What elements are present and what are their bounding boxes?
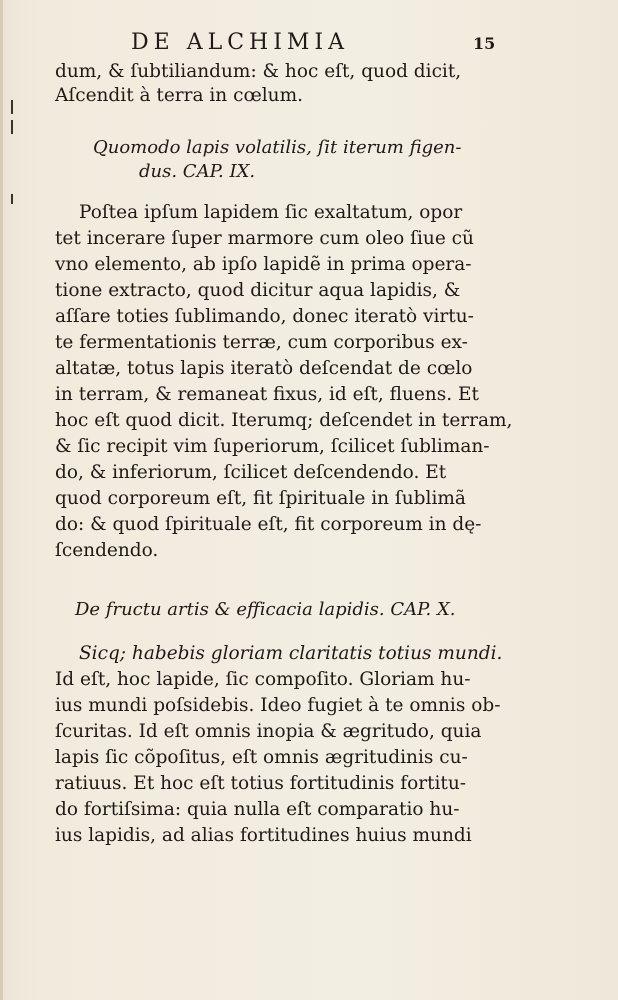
- text-line: aſſare toties ſublimando, donec iteratò virtu-: [55, 306, 474, 327]
- text-line: in terram, & remaneat fixus, id eſt, fluens. Et: [55, 384, 479, 405]
- text-line: ſcuritas. Id eſt omnis inopia & ægritudo, quia: [55, 721, 482, 742]
- text-line: ſcendendo.: [55, 540, 159, 561]
- chapter-9-heading: [93, 136, 473, 184]
- text-line: do fortiſsima: quia nulla eſt comparatio hu-: [55, 799, 460, 820]
- text-line: lapis ſic cõpoſitus, eſt omnis ægritudinis cu-: [55, 747, 468, 768]
- text-line: do: & quod ſpirituale eſt, fit corporeum in dę-: [55, 514, 482, 535]
- text-line: ius lapidis, ad alias fortitudines huius mundi: [55, 825, 472, 846]
- text-line: Sicq; habebis gloriam claritatis totius mundi.: [79, 643, 503, 664]
- text-line: tet incerare ſuper marmore cum oleo ſiue cũ: [55, 228, 474, 249]
- heading-line: Quomodo lapis volatilis, ſit iterum figen-: [93, 137, 462, 158]
- text-line: ius mundi poſsidebis. Ideo fugiet à te omnis ob-: [55, 695, 501, 716]
- margin-mark: [11, 120, 13, 134]
- running-head: DE ALCHIMIA: [131, 30, 350, 55]
- text-line: quod corporeum eſt, fit ſpirituale in ſublimã: [55, 488, 466, 509]
- margin-marks: [11, 100, 17, 220]
- margin-mark: [11, 194, 13, 204]
- text-line: te fermentationis terræ, cum corporibus ex-: [55, 332, 468, 353]
- text-line: Aſcendit à terra in cœlum.: [55, 85, 304, 106]
- chapter-9-text: [55, 200, 513, 564]
- chapter-10-text: [55, 641, 503, 849]
- text-line: Id eſt, hoc lapide, ſic compoſito. Gloriam hu-: [55, 669, 471, 690]
- heading-line: dus. CAP. IX.: [139, 161, 256, 182]
- intro-paragraph: [55, 60, 491, 108]
- text-line: tione extracto, quod dicitur aqua lapidis, &: [55, 280, 461, 301]
- chapter-10-heading: De fructu artis & efficacia lapidis. CAP. X.: [75, 599, 456, 620]
- text-line: hoc eſt quod dicit. Iterumq; deſcendet in terram,: [55, 410, 513, 431]
- text-line: ratiuus. Et hoc eſt totius fortitudinis fortitu-: [55, 773, 467, 794]
- text-line: Poſtea ipſum lapidem ſic exaltatum, opor: [79, 202, 463, 223]
- page-number: 15: [473, 34, 496, 53]
- text-line: & ſic recipit vim ſuperiorum, ſcilicet ſubliman-: [55, 436, 490, 457]
- text-line: dum, & ſubtiliandum: & hoc eſt, quod dicit,: [55, 61, 462, 82]
- margin-mark: [11, 100, 13, 114]
- text-line: vno elemento, ab ipſo lapidẽ in prima opera-: [55, 254, 472, 275]
- text-line: do, & inferiorum, ſcilicet deſcendendo. Et: [55, 462, 447, 483]
- text-line: altatæ, totus lapis iteratò deſcendat de cœlo: [55, 358, 473, 379]
